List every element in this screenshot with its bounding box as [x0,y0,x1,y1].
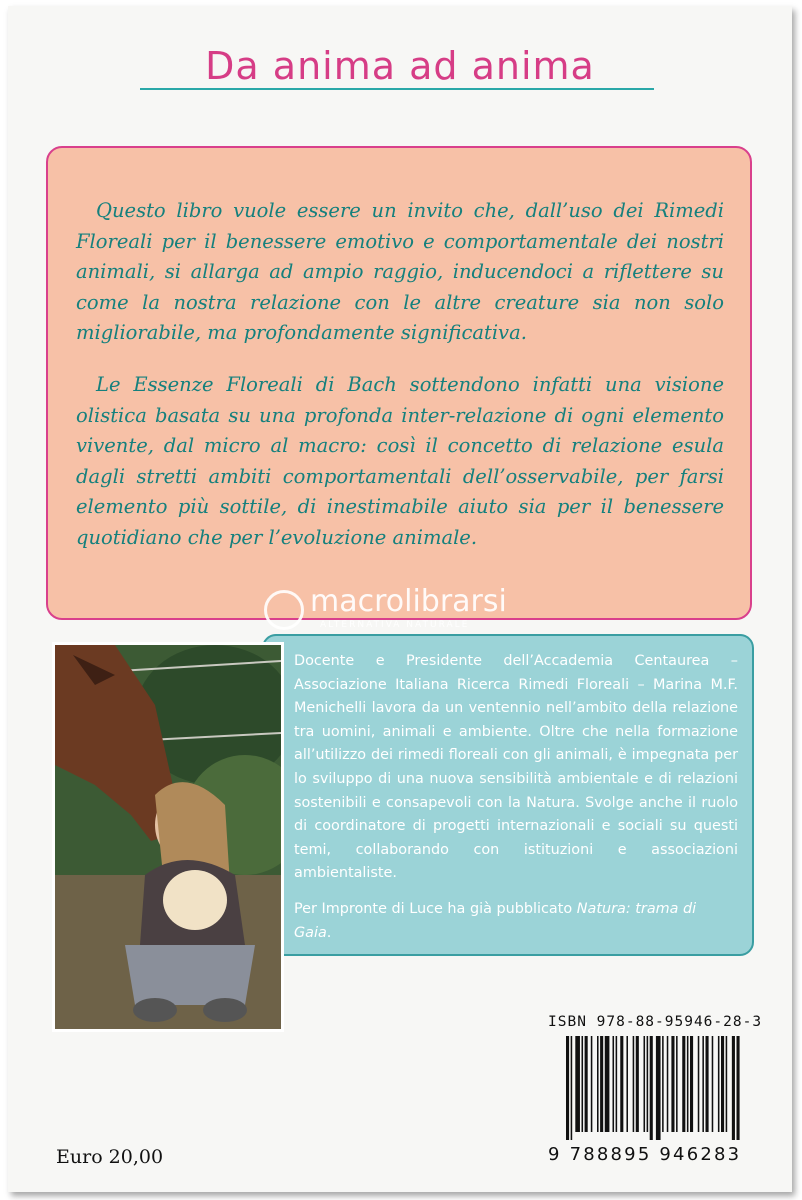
publication-title: Natura: trama di Gaia [294,901,697,941]
barcode-bar [687,1036,689,1132]
barcode-bar [566,1036,569,1140]
watermark-tagline: ALTERNATIVA NATURALE [320,620,470,630]
barcode-bar [702,1036,704,1132]
title-underline [140,88,654,90]
watermark [264,586,564,634]
blurb-paragraph-1: Questo libro vuole essere un invito che, dall’uso dei Rimedi Floreali per il benessere emotivo e comportamentale dei nostri animali, si allarga ad ampio raggio, inducendoci a riflettere su come la nostra relazione con le altre creature sia non solo migliorabile, ma profondamente significativa. [76,199,724,344]
barcode-number: 9 788895 946283 [548,1144,742,1165]
barcode-bar [712,1036,714,1132]
book-back-cover [8,6,792,1192]
barcode-bar [706,1036,709,1132]
barcode-bar [737,1036,740,1140]
barcode-bar [613,1036,615,1132]
author-publication-note [294,898,738,945]
barcode-bar [600,1036,603,1132]
barcode-bar [690,1036,693,1132]
barcode-bar [571,1036,573,1140]
barcode-bar [671,1036,674,1132]
barcode-bar [644,1036,646,1132]
barcode-bar [682,1036,685,1132]
barcode-bar [698,1036,700,1132]
barcode-bar [585,1036,588,1132]
barcode-bar [647,1036,649,1132]
barcode-bar [732,1036,735,1140]
barcode-bar [718,1036,720,1132]
price: Euro 20,00 [56,1146,164,1168]
barcode-bar [726,1036,728,1132]
barcode [564,1036,792,1140]
barcode-bar [626,1036,628,1132]
author-photo-illustration [55,645,281,1029]
barcode-bar [582,1036,584,1132]
watermark-logo-icon [264,590,304,630]
barcode-bar [605,1036,610,1132]
barcode-bar [667,1036,669,1132]
barcode-bar [636,1036,639,1132]
author-bio-box [262,634,754,956]
publication-suffix: . [326,924,332,941]
barcode-bar [591,1036,593,1132]
barcode-bar [650,1036,653,1140]
author-bio-text: Docente e Presidente dell’Accademia Centaurea – Associazione Italiana Ricerca Rimedi Floreali – Marina M.F. Menichelli lavora da un ventennio nell’ambito della relazione tra uomini, animali e ambiente. Oltre che nella formazione all’utilizzo dei rimedi floreali con gli animali, è impegnata per lo sviluppo di una nuova sensibilità ambientale e di relazioni sostenibili e consapevoli con la Natura. Svolge anche il ruolo di coordinatore di progetti internazionali e sociali su questi temi, collaborando con istituzioni e associazioni ambientaliste. [294,653,738,882]
barcode-bar [656,1036,661,1140]
barcode-bar [616,1036,618,1132]
book-title: Da anima ad anima [205,44,595,88]
barcode-bar [633,1036,635,1132]
barcode-bar [676,1036,678,1132]
barcode-bar [597,1036,599,1132]
watermark-brand: macrolibrarsi [310,584,507,619]
author-photo [52,642,284,1032]
barcode-bar [575,1036,580,1132]
blurb-paragraph-2: Le Essenze Floreali di Bach sottendono infatti una visione olistica basata su una profonda inter-relazione di ogni elemento vivente, dal micro al macro: così il concetto di relazione esula dagli stretti ambiti comportamentali dell’osservabile, per farsi elemento più sottile, di inestimabile aiuto sia per il benessere quotidiano che per l’evoluzione animale. [76,373,724,549]
barcode-bar [721,1036,724,1132]
publication-prefix: Per Impronte di Luce ha già pubblicato [294,901,577,917]
isbn-label: ISBN 978-88-95946-28-3 [548,1014,763,1030]
barcode-bar [620,1036,623,1132]
blurb-box [46,146,752,620]
barcode-bar [662,1036,664,1132]
